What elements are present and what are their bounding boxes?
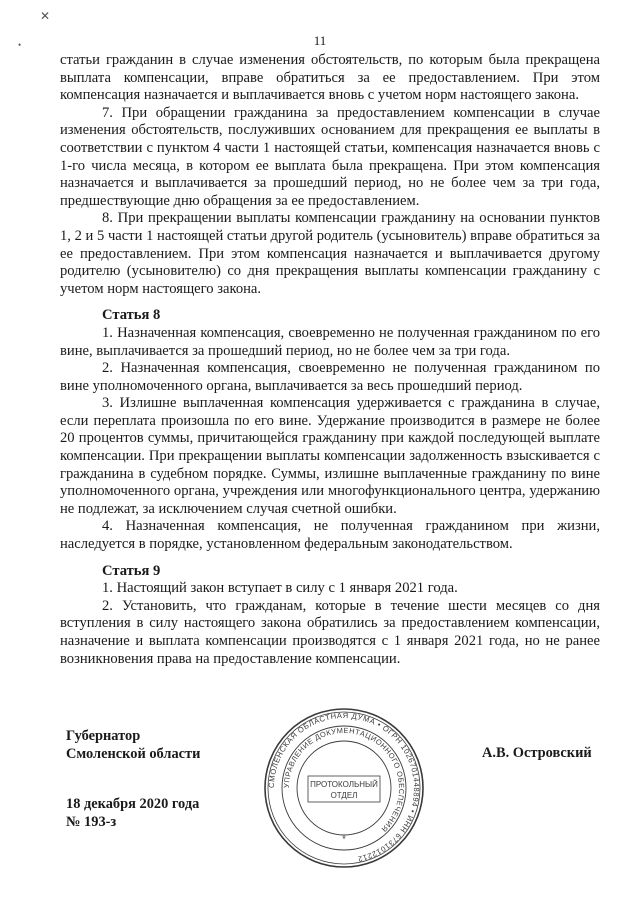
paragraph: 1. Настоящий закон вступает в силу с 1 января 2021 года. [102,580,458,597]
svg-text:*: * [342,834,346,844]
signer-position-region: Смоленской области [66,746,201,762]
official-stamp [262,706,426,870]
stamp-inner-line2: ОТДЕЛ [330,791,358,800]
law-number: № 193-з [66,814,117,830]
paragraph: 2. Назначенная компенсация, своевременно не полученная гражданином по вине уполномоченного органа, выплачивается за весь прошедший период. [60,360,600,394]
stamp-middle-text: УПРАВЛЕНИЕ ДОКУМЕНТАЦИОННОГО ОБЕСПЕЧЕНИЯ [281,725,407,834]
paragraph: 7. При обращении гражданина за предоставлением компенсации в случае изменения обстоятельств, послуживших основанием для прекращения ее выплаты в соответствии с пунктом 4 части 1 настоящей статьи, компенсация назначается вновь с 1-го числа месяца, в котором ее выплата была прекращена. При этом компенсация назначается и выплачивается за прошедший период, но не более чем за три года, предшествующие дню обращения за ее предоставлением. [60,104,600,209]
article-9-title: Статья 9 [102,562,161,579]
signer-name: А.В. Островский [482,745,592,761]
signing-date: 18 декабря 2020 года [66,796,200,812]
paragraph: 4. Назначенная компенсация, не полученная гражданином при жизни, наследуется в порядке, установленном федеральным законодательством. [60,518,600,553]
scan-mark: ✕ [40,9,51,23]
article-8-title: Статья 8 [102,307,161,324]
paragraph: 1. Назначенная компенсация, своевременно не полученная гражданином по его вине, выплачивается за прошедший период, но не более чем за три года. [60,324,600,359]
scan-dot: • [18,40,22,50]
stamp-seal-icon [262,706,426,870]
stamp-outer-text: СМОЛЕНСКАЯ ОБЛАСТНАЯ ДУМА • ОГРН 1026701448894 • ИНН 6731012212 [266,710,422,864]
signature-block [66,727,200,831]
page-number: 11 [313,33,327,48]
paragraph: статьи гражданин в случае изменения обстоятельств, по которым была прекращена выплата компенсации, вправе обратиться за ее предоставлением. При этом компенсация назначается и выплачивается вновь с учетом норм настоящего закона. [60,52,600,104]
paragraph: 8. При прекращении выплаты компенсации гражданину на основании пунктов 1, 2 и 5 части 1 настоящей статьи другой родитель (усыновитель) вправе обратиться за ее предоставлением. При этом компенсация назначается и выплачивается другому родителю (усыновителю) со дня прекращения выплаты компенсации гражданину с учетом норм настоящего закона. [60,210,600,297]
signer-position: Губернатор [66,728,141,744]
stamp-inner-line1: ПРОТОКОЛЬНЫЙ [310,780,378,789]
paragraph: 3. Излишне выплаченная компенсация удерживается с гражданина в случае, если переплата произошла по его вине. Удержание производится в размере не более 20 процентов суммы, причитающейся гражданину при каждой последующей выплате компенсации. При прекращении выплаты компенсации задолженность взыскивается с гражданина в судебном порядке. Суммы, излишне выплаченные гражданину по вине уполномоченного органа, учреждения или многофункционального центра, удержанию не подлежат, за исключением случая счетной ошибки. [60,395,600,517]
paragraph: 2. Установить, что гражданам, которые в течение шести месяцев со дня вступления в силу настоящего закона обратились за предоставлением компенсации, назначение и выплата компенсации производятся с 1 января 2021 года, но не ранее возникновения права на предоставление компенсации. [60,597,600,667]
body-text [60,52,600,668]
